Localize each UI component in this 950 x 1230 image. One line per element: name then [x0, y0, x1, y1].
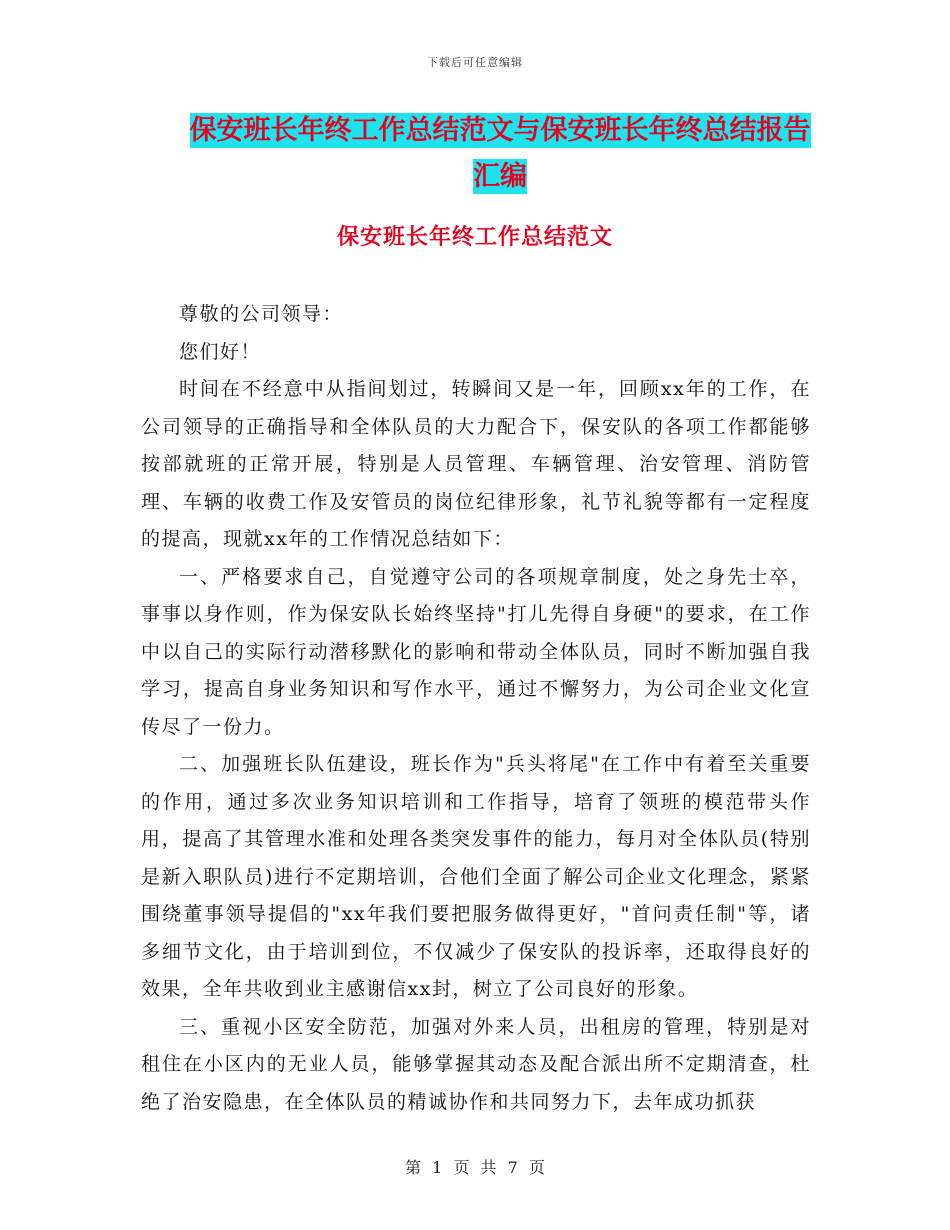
- page-number: 第 1 页 共 7 页: [405, 1158, 545, 1177]
- section-title: 保安班长年终工作总结范文: [336, 225, 613, 250]
- document-title-line1: 保安班长年终工作总结范文与保安班长年终总结报告: [189, 115, 811, 146]
- body-paragraph-3: 三、重视小区安全防范，加强对外来人员，出租房的管理，特别是对租住在小区内的无业人员，能够掌握其动态及配合派出所不定期清查，杜绝了治安隐患，在全体队员的精诚协作和共同努力下，去年成功抓获: [141, 1015, 811, 1113]
- salutation: 尊敬的公司领导：: [179, 303, 344, 325]
- page-header-note: 下载后可任意编辑: [427, 56, 523, 69]
- document-title-line2: 汇编: [473, 161, 527, 192]
- greeting: 您们好！: [179, 340, 262, 363]
- document-title: [180, 108, 820, 200]
- body-paragraph-intro: 时间在不经意中从指间划过，转瞬间又是一年，回顾xx年的工作，在公司领导的正确指导和全体队员的大力配合下，保安队的各项工作都能够按部就班的正常开展，特别是人员管理、车辆管理、治安管理、消防管理、车辆的收费工作及安管员的岗位纪律形象，礼节礼貌等都有一定程度的提高，现就xx年的工作情况总结如下：: [141, 378, 811, 550]
- body-paragraph-1: 一、严格要求自己，自觉遵守公司的各项规章制度，处之身先士卒，事事以身作则，作为保安队长始终坚持"打儿先得自身硬"的要求，在工作中以自己的实际行动潜移默化的影响和带动全体队员，同时不断加强自我学习，提高自身业务知识和写作水平，通过不懈努力，为公司企业文化宣传尽了一份力。: [141, 565, 811, 738]
- body-paragraph-2: 二、加强班长队伍建设，班长作为"兵头将尾"在工作中有着至关重要的作用，通过多次业务知识培训和工作指导，培育了领班的模范带头作用，提高了其管理水准和处理各类突发事件的能力，每月对全体队员(特别是新入职队员)进行不定期培训，合他们全面了解公司企业文化理念，紧紧围绕董事领导提倡的"xx年我们要把服务做得更好，"首问责任制"等，诸多细节文化，由于培训到位，不仅减少了保安队的投诉率，还取得良好的效果，全年共收到业主感谢信xx封，树立了公司良好的形象。: [141, 753, 811, 1000]
- document-body: [141, 296, 811, 1121]
